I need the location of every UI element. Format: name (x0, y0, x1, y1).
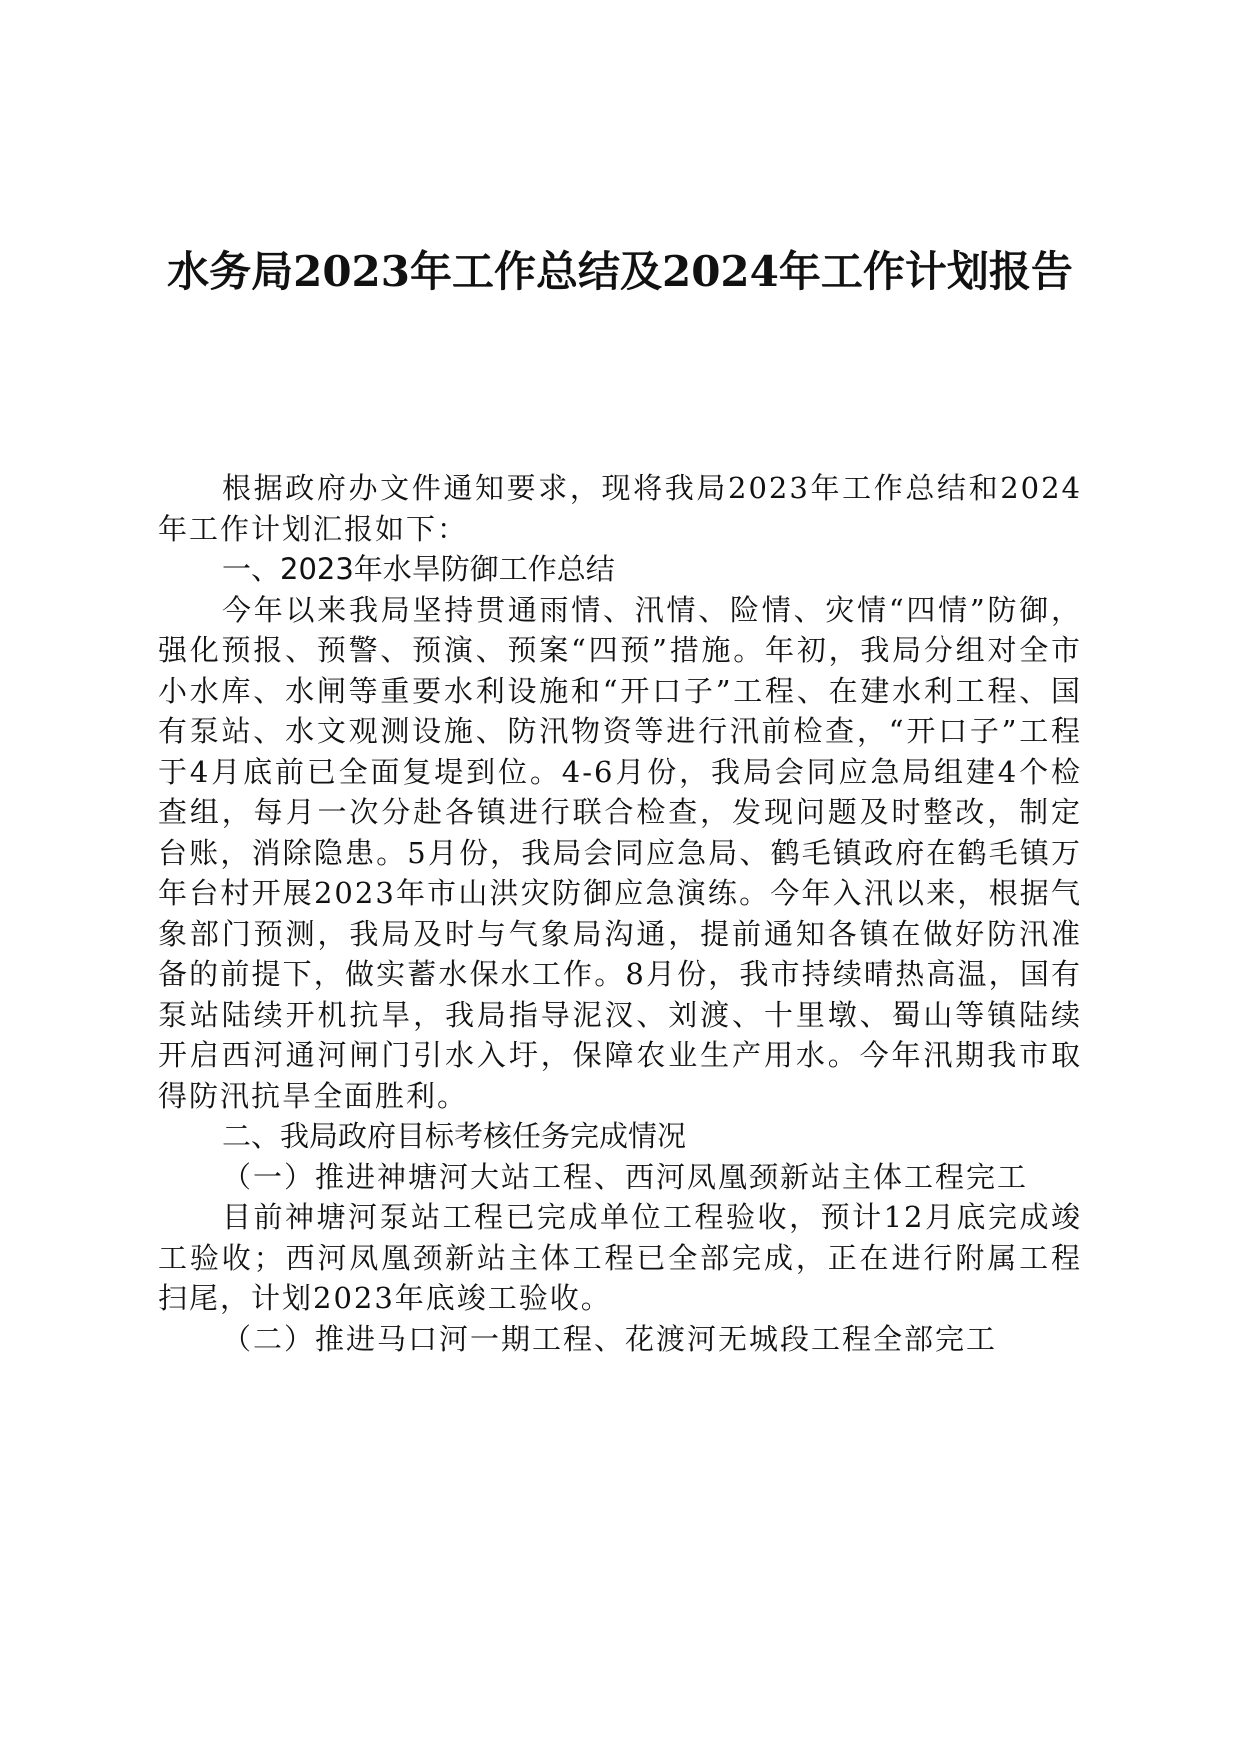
document-body (158, 468, 1082, 1359)
intro-paragraph: 根据政府办文件通知要求，现将我局2023年工作总结和2024年工作计划汇报如下： (158, 471, 1082, 546)
body-paragraph: 目前神塘河泵站工程已完成单位工程验收，预计12月底完成竣工验收；西河凤凰颈新站主体工程已全部完成，正在进行附属工程扫尾，计划2023年底竣工验收。 (158, 1200, 1082, 1315)
subsection-heading-1: （一）推进神塘河大站工程、西河凤凰颈新站主体工程完工 (222, 1159, 1029, 1194)
body-paragraph: 今年以来我局坚持贯通雨情、汛情、险情、灾情“四情”防御，强化预报、预警、预演、预案“四预”措施。年初，我局分组对全市小水库、水闸等重要水利设施和“开口子”工程、在建水利工程、国有泵站、水文观测设施、防汛物资等进行汛前检查，“开口子”工程于4月底前已全面复堤到位。4-6月份，我局会同应急局组建4个检查组，每月一次分赴各镇进行联合检查，发现问题及时整改，制定台账，消除隐患。5月份，我局会同应急局、鹤毛镇政府在鹤毛镇万年台村开展2023年市山洪灾防御应急演练。今年入汛以来，根据气象部门预测，我局及时与气象局沟通，提前通知各镇在做好防汛准备的前提下，做实蓄水保水工作。8月份，我市持续晴热高温，国有泵站陆续开机抗旱，我局指导泥汊、刘渡、十里墩、蜀山等镇陆续开启西河通河闸门引水入圩，保障农业生产用水。今年汛期我市取得防汛抗旱全面胜利。 (158, 592, 1082, 1113)
subsection-heading-2: （二）推进马口河一期工程、花渡河无城段工程全部完工 (222, 1321, 998, 1356)
section-heading-1: 一、2023年水旱防御工作总结 (222, 552, 615, 586)
section-heading-2: 二、我局政府目标考核任务完成情况 (222, 1119, 687, 1153)
document-title: 水务局2023年工作总结及2024年工作计划报告 (167, 247, 1073, 296)
